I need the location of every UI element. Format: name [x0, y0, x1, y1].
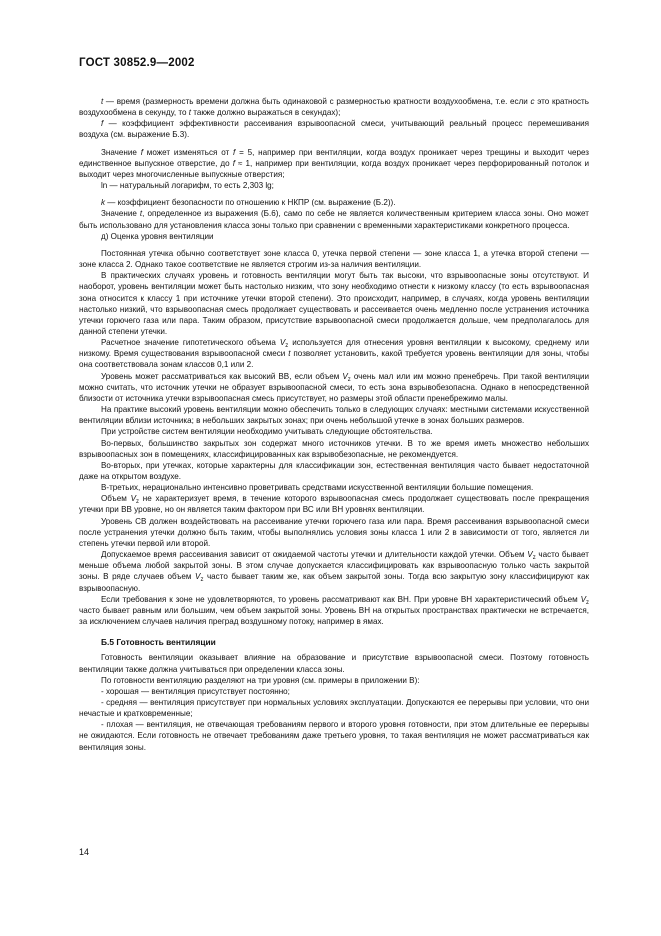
- list-item: - плохая — вентиляция, не отвечающая требованиям первого и второго уровня готовности, при этом длительные ее перерывы не ожидаются. Если готовность не отвечает требованиям даже третьего уровня, то такая вентиляция не может рассматриваться как вентиляция зоны.: [79, 720, 589, 752]
- paragraph: k — коэффициент безопасности по отношению к НКПР (см. выражение (Б.2)).: [101, 198, 396, 208]
- page-number: 14: [79, 847, 90, 857]
- paragraph: Во-первых, большинство закрытых зон содержат много источников утечки. В то же время иметь множество небольших взрывоопасных зон в помещениях, классифицированных как взрывобезопасные, не рекомендуется.: [79, 438, 589, 459]
- list-item: - средняя — вентиляция присутствует при нормальных условиях эксплуатации. Допускаются ее перерывы при условии, что они нечастые и кратковременные;: [79, 697, 589, 719]
- list-item: - хорошая — вентиляция присутствует постоянно;: [101, 686, 290, 696]
- paragraph: Во-вторых, при утечках, которые характерны для классификации зон, естественная вентиляция часто бывает недостаточной даже на открытом воздухе.: [79, 460, 589, 481]
- paragraph: Готовность вентиляции оказывает влияние на образование и присутствие взрывоопасной смеси. Поэтому готовность вентиляции также должна учитываться при определении класса зоны.: [79, 653, 589, 674]
- paragraph: В-третьих, нерационально интенсивно проветривать средствами искусственной вентиляции большие помещения.: [101, 483, 534, 493]
- paragraph: f — коэффициент эффективности рассеивания взрывоопасной смеси, учитывающий реальный процесс перемешивания воздуха (см. выражение Б.3).: [79, 119, 589, 140]
- paragraph: Уровень может рассматриваться как высокий ВВ, если объем $V_z$ очень мал или им можно пренебречь. При такой вентиляции можно считать, что источник утечки не образует взрывоопасной смеси, то есть зона взрывобезопасна. Однако в непосредственной близости от источника утечки взрывоопасная смесь присутствует, но размеры этой области пренебрежимо малы.: [79, 371, 589, 403]
- paragraph: Объем $V_z$ не характеризует время, в течение которого взрывоопасная смесь продолжает существовать после прекращения утечки при ВВ уровне, но он является таким фактором при ВС или ВН уровнях вентиляции.: [79, 494, 589, 515]
- paragraph: Допускаемое время рассеивания зависит от ожидаемой частоты утечки и длительности каждой утечки. Объем $V_z$ часто бывает меньше объема любой закрытой зоны. В этом случае допускается классифицировать как взрывоопасную только часть закрытой зоны. В ряде случаев объем $V_z$ часто бывает таким же, как объем закрытой зоны. Тогда всю закрытую зону классифицируют как взрывоопасную.: [79, 550, 589, 593]
- paragraph: Значение t, определенное из выражения (Б.6), само по себе не является количественным критерием класса зоны. Оно может быть использовано для установления класса зоны только при сравнении с временными характеристиками конкретного процесса.: [79, 209, 589, 230]
- paragraph: Уровень СВ должен воздействовать на рассеивание утечки горючего газа или пара. Время рассеивания взрывоопасной смеси после устранения утечки должно быть таким, чтобы выполнялись условия зоны класса 1 или 2 в зависимости от того, является ли степень утечки первой или второй.: [79, 516, 589, 548]
- paragraph: При устройстве систем вентиляции необходимо учитывать следующие обстоятельства.: [101, 427, 433, 437]
- paragraph: Постоянная утечка обычно соответствует зоне класса 0, утечка первой степени — зоне класса 1, а утечка второй степени — зоне класса 2. Однако такое соответствие не является строгим из-за наличия вентиляции.: [79, 248, 589, 270]
- subsection-heading: д) Оценка уровня вентиляции: [101, 231, 214, 241]
- standard-header: ГОСТ 30852.9—2002: [79, 57, 195, 69]
- paragraph: Если требования к зоне не удовлетворяются, то уровень рассматривают как ВН. При уровне ВН характеристический объем $V_z$ часто бывает равным или большим, чем объем закрытой зоны. Уровень ВН на открытых пространствах практически не встречается, за исключением случаев наличия преград воздушному потоку, например в ямах.: [79, 594, 589, 627]
- paragraph: t — время (размерность времени должна быть одинаковой с размерностью кратности воздухообмена, т.е. если с это кратность воздухообмена в секунду, то t также должно выражаться в секундах);: [79, 97, 589, 118]
- paragraph: По готовности вентиляцию разделяют на три уровня (см. примеры в приложении В):: [101, 675, 420, 685]
- paragraph: Значение f может изменяться от f = 5, например при вентиляции, когда воздух проникает через трещины и выходит через единственное выпускное отверстие, до f ≈ 1, например при вентиляции, когда воздух проникает через перфорированный потолок и выходит через многочисленные выпускные отверстия;: [79, 147, 589, 179]
- paragraph: В практических случаях уровень и готовность вентиляции могут быть так высоки, что взрывоопасные зоны отсутствуют. И наоборот, уровень вентиляции может быть настолько низким, что зону необходимо отнести к низкому классу (то есть взрывоопасная зона относится к классу 1 при источнике утечки второй степени). Это происходит, например, в случаях, когда уровень вентиляции настолько низкий, что взрывоопасная смесь продолжает существовать и рассеивается очень медленно после устранения источника утечки горючего газа или пара. Таким образом, присутствие взрывоопасной смеси продолжается дольше, чем предполагалось для данной степени утечки.: [79, 271, 589, 336]
- paragraph: Расчетное значение гипотетического объема $V_z$ используется для отнесения уровня вентиляции к высокому, среднему или низкому. Время существования взрывоопасной смеси t позволяет установить, какой требуется уровень вентиляции для зоны, чтобы она соответствовала зонам классов 0,1 или 2.: [79, 338, 589, 370]
- paragraph: На практике высокий уровень вентиляции можно обеспечить только в следующих случаях: местными системами искусственной вентиляции вблизи источника; в небольших закрытых зонах; при очень небольшой утечке в зонах больших размеров.: [79, 405, 589, 426]
- page-body: [79, 96, 589, 753]
- section-heading: Б.5 Готовность вентиляции: [101, 637, 216, 648]
- paragraph: ln — натуральный логарифм, то есть 2,303 lg;: [101, 181, 274, 191]
